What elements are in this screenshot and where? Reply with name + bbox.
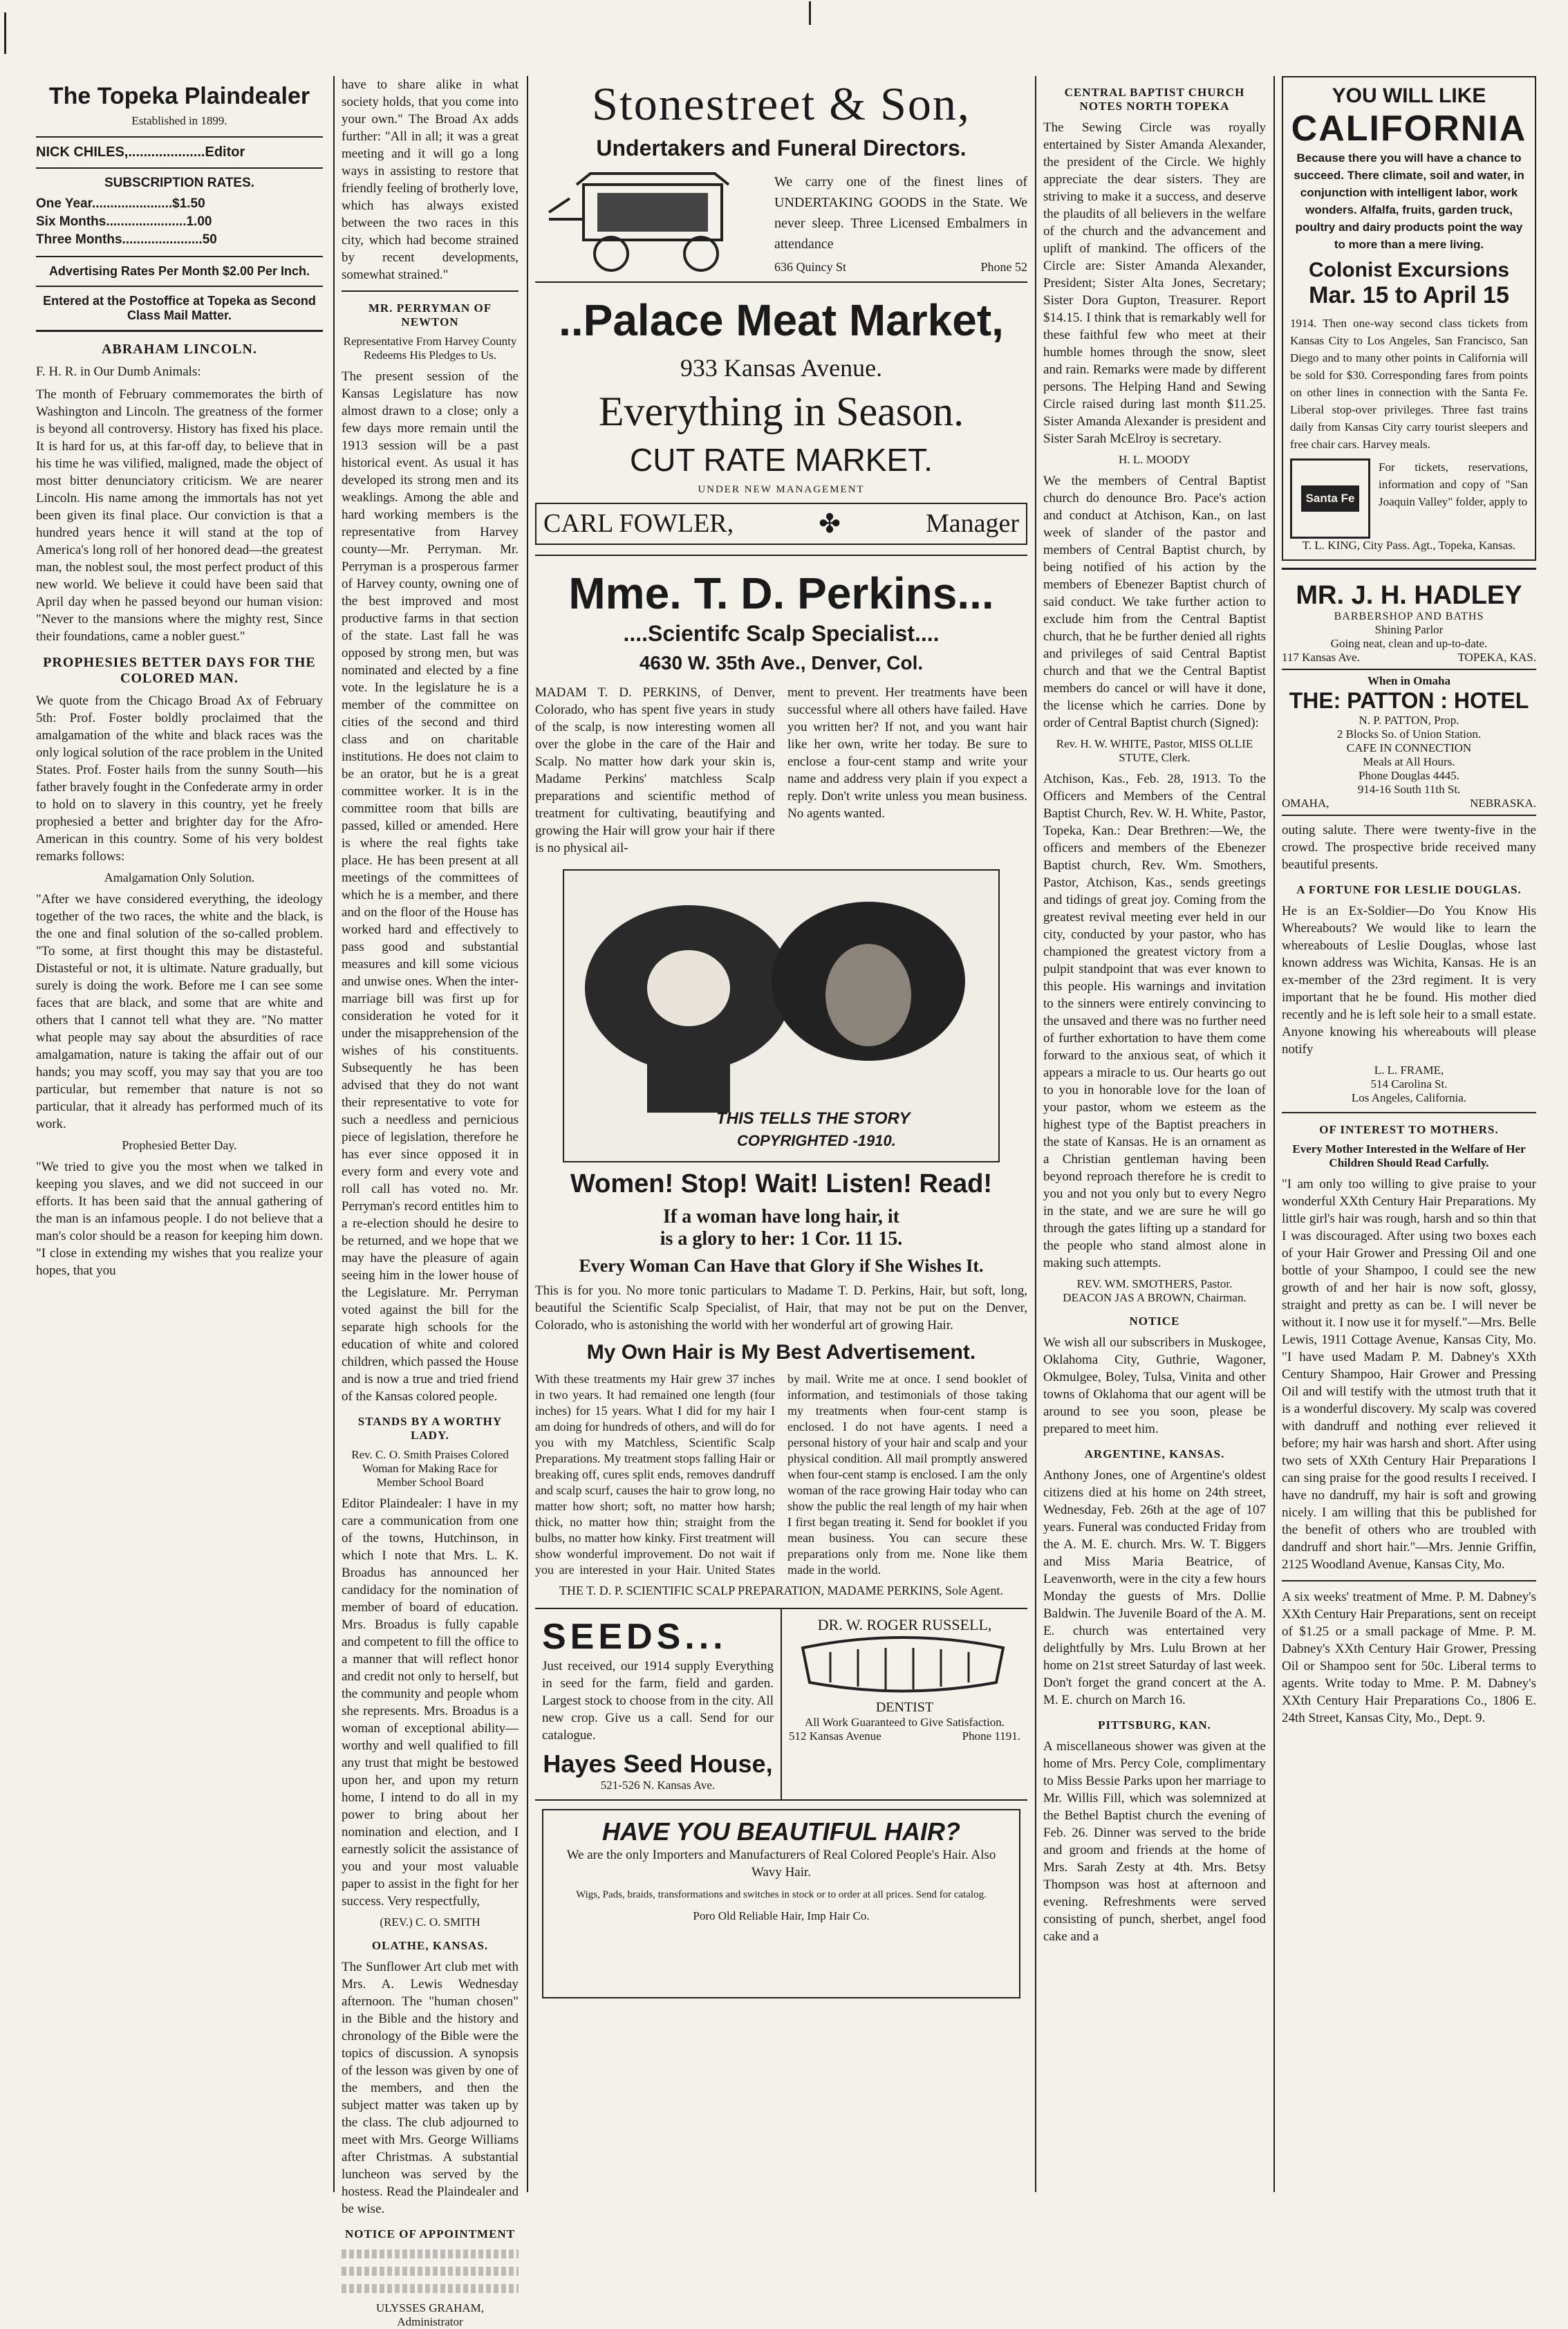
column-rule	[333, 76, 335, 2192]
article-body: The month of February commemorates the birth of Washington and Lincoln. The greatness of the former is beyond all controversy. History has fixed his place. It is hard for us, at this far-off day, to believe that in his time he was vilified, maligned, made the object of most bitter denunciatory criticism. We are nearer Lincoln. His name among the immortals has not yet been given its final place. Our conviction is that a hundred years hence it will stand at the top of America's long roll of her honored dead—the greatest man, the noblest soul, the most perfect product of this new world. We believe it could have been said that April day when he passed beyond our human vision: "Never to the mansions where the mighty rest, Since their foundations, came a nobler guest."	[36, 387, 323, 644]
divider	[1282, 568, 1536, 570]
article-body: "I am only too willing to give praise to your wonderful XXth Century Hair Preparations. My little girl's hair was rough, harsh and so thin that I was discouraged. After using two boxes each of your Hair Grower and Pressing Oil and one bottle of your Shampoo, I could see the new growth of and her hair is now soft, glossy, straight and pretty as can be. I will never be without it. I now use it for myself."—Mrs. Belle Lewis, 1911 Cottage Avenue, Kansas City, Mo. "I have used Madam P. M. Dabney's XXth Century Shampoo, Hair Grower and Pressing Oil and will testify with the utmost truth that it is a wonderful discovery. My scalp was covered with dandruff and nothing ever relieved it before; my hair was harsh and short. After using two sets of XXth Century Hair Preparations I can sing praise for the good results I received. I have no dandruff, my hair is soft and growing nicely. I am willing that this be published for the benefit of others who are troubled with dandruff and short hair."—Mrs. Jennie Griffin, 2125 Woodland Avenue, Kansas City, Mo.	[1282, 1177, 1536, 1572]
perkins-photo	[563, 869, 1000, 1162]
perkins-footer: THE T. D. P. SCIENTIFIC SCALP PREPARATION, MADAME PERKINS, Sole Agent.	[559, 1584, 1004, 1597]
article-headline: A FORTUNE FOR LESLIE DOUGLAS.	[1296, 883, 1522, 896]
column-4	[1043, 76, 1266, 2192]
perkins-cry: Women! Stop! Wait! Listen! Read!	[570, 1169, 993, 1198]
column-3	[535, 76, 1027, 2192]
article-byline: F. H. R. in Our Dumb Animals:	[36, 364, 201, 379]
palace-owner: CARL FOWLER,	[543, 509, 734, 538]
rate-line: Three Months......................50	[36, 232, 217, 247]
article-body: Editor Plaindealer: I have in my care a communication from one of the towns, Hutchinson, in which I note that Mrs. L. K. Broadus has announced her candidacy for the nomination of member of board of education. Mrs. Broadus is fully capable and competent to fill the office to a manner that will reflect honor and credit not only to herself, but the community and people whom she represents. Mrs. Broadus is a woman of exceptional ability—worthy and well qualified to fill any trust that might be bestowed upon her, and upon my return home, I intend to do all in my power to bring about her nomination and election, and I earnestly solicit the assistance of you and your most valuable paper to assist in the fight for her success. Very respectfully,	[342, 1496, 519, 1909]
santa-fe-logo	[1290, 458, 1370, 539]
palace-owner-role: Manager	[925, 509, 1019, 538]
seeds-address: 521-526 N. Kansas Ave.	[600, 1779, 716, 1792]
hearse-icon	[535, 171, 763, 275]
patton-line: 914-16 South 11th St.	[1357, 783, 1461, 796]
hair-ad-footer: Poro Old Reliable Hair, Imp Hair Co.	[693, 1909, 870, 1922]
seeds-name: Hayes Seed House,	[543, 1750, 773, 1778]
russell-address: 512 Kansas Avenue	[789, 1729, 881, 1743]
masthead-box	[36, 83, 323, 332]
palace-management: UNDER NEW MANAGEMENT	[698, 484, 865, 495]
russell-name: DR. W. ROGER RUSSELL,	[817, 1616, 992, 1633]
article-body: have to share alike in what society holds, that you come into your own." The Broad Ax adds further: "All in all; it was a great meeting and it will go a long ways in assisting to restore that friendly feeling of brotherly love, which has always existed between the two races in this city, which had become strained by recent developments, somewhat strained."	[342, 77, 519, 282]
hair-ad-title: HAVE YOU BEAUTIFUL HAIR?	[601, 1817, 961, 1846]
rates-title: SUBSCRIPTION RATES.	[104, 176, 255, 190]
article-body: outing salute. There were twenty-five in the crowd. The prospective bride received many beautiful presents.	[1282, 823, 1536, 872]
article-body: A miscellaneous shower was given at the home of Mrs. Percy Cole, complimentary to Miss Bessie Parks upon her marriage to Mr. Willis Fill, which was solemnized at the Bethel Baptist church the evening of Feb. 26. Dinner was served to the bride and groom and friends at the home of Mrs. Sarah Zesty at 4th. Mrs. Betsy Thompson was host at afternoon and evening. Refreshments were served consisting of punch, sherbet, angel food cake and a	[1043, 1739, 1266, 1944]
palace-cut-rate: CUT RATE MARKET.	[630, 442, 933, 478]
patton-ad	[1282, 670, 1536, 816]
hadley-name: MR. J. H. HADLEY	[1296, 581, 1522, 610]
perkins-body: MADAM T. D. PERKINS, of Denver, Colorado, who has spent five years in study of the scalp, is now interesting women all over the globe in the care of the Hair and Scalp. No matter how dark your skin is, Madame Perkins' matchless Scalp preparations and scientific method of treatment for cultivating, beautifying and growing the Hair will grow your hair if there is no physical ail-	[535, 685, 775, 855]
perkins-address: 4630 W. 35th Ave., Denver, Col.	[639, 652, 924, 674]
illegible-text	[342, 2267, 519, 2276]
california-ad	[1282, 76, 1536, 561]
patton-city: OMAHA,	[1282, 797, 1329, 810]
article-headline: NOTICE OF APPOINTMENT	[344, 2227, 516, 2240]
perkins-body: This is for you. No more tonic particulars to Madame T. D. Perkins, Hair, but soft, long, beautiful the Scientific Scalp Specialist, of Hair, that may not be put on the Denver, Colorado, who is astonishing the world with her wonderful art of growing Hair.	[535, 1283, 1027, 1333]
photo-caption: THIS TELLS THE STORY	[716, 1109, 911, 1128]
article-headline: PITTSBURG, KAN.	[1098, 1718, 1211, 1732]
article-headline: ABRAHAM LINCOLN.	[102, 342, 257, 357]
hadley-ad	[1282, 577, 1536, 670]
article-headline: OF INTEREST TO MOTHERS.	[1319, 1123, 1499, 1136]
seeds-body: Just received, our 1914 supply Everything in seed for the farm, field and garden. Largest stock to choose from in the city. All new crop. Give us a call. Send for our catalogue.	[542, 1659, 774, 1743]
california-agent: T. L. KING, City Pass. Agt., Topeka, Kansas.	[1302, 539, 1516, 552]
article-headline: STANDS BY A WORTHY LADY.	[357, 1415, 503, 1442]
entered-notice: Entered at the Postoffice at Topeka as Second Class Mail Matter.	[43, 294, 316, 322]
signature: Administrator	[397, 2315, 463, 2328]
patton-line: 2 Blocks So. of Union Station.	[1336, 727, 1482, 741]
signature: Rev. H. W. WHITE, Pastor, MISS OLLIE STUTE, Clerk.	[1056, 737, 1253, 764]
california-ticket: For tickets, reservations, information and copy of "San Joaquin Valley" folder, apply to	[1379, 461, 1528, 508]
advertising-rates: Advertising Rates Per Month $2.00 Per Inch.	[48, 264, 310, 278]
perkins-subtitle: ....Scientifc Scalp Specialist....	[623, 621, 940, 646]
divider	[1282, 1112, 1536, 1113]
signature: (REV.) C. O. SMITH	[380, 1915, 480, 1929]
patton-line: CAFE IN CONNECTION	[1346, 741, 1472, 754]
scan-mark	[809, 1, 811, 25]
masthead-title: The Topeka Plaindealer	[48, 83, 310, 109]
patton-line: Phone Douglas 4445.	[1359, 769, 1459, 782]
signature: REV. WM. SMOTHERS, Pastor.	[1076, 1277, 1233, 1290]
perkins-name: Mme. T. D. Perkins...	[568, 568, 994, 618]
patton-line: Meals at All Hours.	[1363, 755, 1455, 768]
column-1	[36, 76, 323, 2192]
photo-copyright: COPYRIGHTED -1910.	[737, 1132, 896, 1149]
patton-state: NEBRASKA.	[1470, 797, 1536, 810]
article-body: We the members of Central Baptist church do denounce Bro. Pace's action and conduct at Atchison, Kan., on last week of slander of the pastor and members of Central Baptist church, by being notified of his action by the members of Ebenezer Baptist church of said conduct. We take further action to exclude him from the Central Baptist church, that he be further denied all rights and privileges of said Central Baptist church and that we the Central Baptist members do cancel or will have it done, the license which he carries. Done by order of Central Baptist church (Signed):	[1043, 474, 1266, 730]
article-body: The Sunflower Art club met with Mrs. A. Lewis Wednesday afternoon. The "human chosen" in the Bible and the history and chronology of the Bible were the topics of discussion. A synopsis of the lesson was given by one of the members, and then the subject matter was taken up by the class. The club adjourned to meet with Mrs. George Williams after Christmas. A substantial luncheon was served by the hostess. Read the Plaindealer and be wise.	[342, 1960, 519, 2216]
santa-fe-logo-text: Santa Fe	[1301, 485, 1360, 512]
article-body: We wish all our subscribers in Muskogee, Oklahoma City, Guthrie, Wagoner, Okmulgee, Boley, Tulsa, Vinita and other towns of Oklahoma that our agent will be around to see you soon, please be prepared to meet him.	[1043, 1335, 1266, 1436]
article-headline: NOTICE	[1129, 1315, 1180, 1328]
signature: L. L. FRAME,	[1374, 1064, 1444, 1077]
california-body: 1914. Then one-way second class tickets from Kansas City to Los Angeles, San Francisco, San Diego and to many other points in California will be sold for $30. Corresponding fares from points on other lines in connection with the Santa Fe. Liberal stop-over privileges. Three fast trains daily from Kansas City carry tourist sleepers and free chair cars. Harvey meals.	[1290, 317, 1528, 451]
perkins-verse: is a glory to her: 1 Cor. 11 15.	[660, 1228, 903, 1250]
editor-line: NICK CHILES,....................Editor	[36, 145, 245, 160]
russell-role: DENTIST	[875, 1700, 934, 1715]
newspaper-page	[36, 76, 1536, 2328]
divider	[36, 167, 323, 169]
divider	[342, 290, 519, 292]
article-body: "After we have considered everything, the ideology together of the two races, the white and the black, is the one and final solution of the so-called problem. "To some, at first thought this may be distasteful. Distasteful or not, it is ultimate. Nature gradually, but surely is doing the work. Before me I can see some faces that are black, and some that are white and others that I cannot tell what they are. "No matter what people may say about the absurdities of race amalgamation, nature is taking the affair out of our hands; you may scoff, you may say that you are too particular, but remember that nature is not so particular, that it already has performed much of its work.	[36, 892, 323, 1131]
hadley-address: 117 Kansas Ave.	[1282, 651, 1360, 664]
article-body: "We tried to give you the most when we talked in keeping you slaves, and we did not succeed in our efforts. It has been said that the annual gathering of the man is an infamous people. I do not believe that a man's color should be a reason for keeping him down. "I close in extending my wishes that you realize your hopes, that you	[36, 1160, 323, 1278]
rate-line: One Year......................$1.50	[36, 196, 205, 211]
hadley-subtitle: BARBERSHOP AND BATHS	[1334, 611, 1484, 622]
signature: H. L. MOODY	[1119, 453, 1191, 466]
column-2	[342, 76, 519, 2328]
hair-ad-body: We are the only Importers and Manufacturers of Real Colored People's Hair. Also Wavy Hair.	[566, 1848, 996, 1880]
california-excursions: Colonist Excursions	[1308, 259, 1510, 281]
signature: 514 Carolina St.	[1370, 1077, 1448, 1091]
article-headline: CENTRAL BAPTIST CHURCH NOTES NORTH TOPEKA	[1064, 86, 1245, 113]
stonestreet-phone: Phone 52	[980, 259, 1027, 274]
article-headline: OLATHE, KANSAS.	[371, 1939, 489, 1952]
divider	[36, 286, 323, 287]
article-body: He is an Ex-Soldier—Do You Know His Whereabouts? We would like to learn the whereabouts of Leslie Douglas, whose last known address was Wichita, Kansas. He is an ex-member of the 23rd regiment. It is very important that he be found. His mother died recently and he is left sole heir to a small estate. Anyone knowing his whereabouts will please notify	[1282, 904, 1536, 1057]
palace-name: ..Palace Meat Market,	[559, 295, 1004, 345]
article-headline: ARGENTINE, KANSAS.	[1084, 1447, 1225, 1460]
divider	[36, 136, 323, 138]
patton-name: THE: PATTON : HOTEL	[1289, 688, 1529, 713]
article-subhead: Every Mother Interested in the Welfare of Her Children Should Read Carfully.	[1292, 1142, 1526, 1169]
article-subhead: Representative From Harvey County Redeems His Pledges to Us.	[343, 335, 517, 362]
california-dates: Mar. 15 to April 15	[1309, 282, 1509, 308]
article-body: The present session of the Kansas Legislature has now almost drawn to a close; only a few days more remain until the 1913 session will be a past historical event. As usual it has developed its strong men and its weaklings. Among the able and hard working members is the representative from Harvey county—Mr. Perryman. Mr. Perryman is a prosperous farmer of Harvey county, owning one of the best improved and most productive farms in that section of the state. Last fall he was opposed by strong men, but was nominated and elected by a fine vote. In the legislature he is a member of the committee on cities of the second and third class and on charitable institutions. He does not claim to be an orator, but he is a great committee worker. It is in the committee room that bills are passed, killed or amended. Here is where the real fights take place. He has been present at all meetings of the committees of which he is a member, and there and on the floor of the House has worked hard and effectively to pass good and substantial measures and kill some vicious and unwise ones. When the inter-marriage bill was first up for consideration he voted for it under the misapprehension of the wishes of his constituents. Subsequently he has been advised that they do not want their representative to vote for such a needless and pernicious piece of legislation, therefore he has ever since opposed it in every form and every vote and roll call has voted no. Mr. Perryman's record entitles him to a re-election should he desire to be returned, and we hope that we may have the pleasure of again seeing him in the lower house of the Legislature. Mr. Perryman voted against the bill for the separate high schools for the education of white and colored children, which passed the House and is now a true and tried friend of the Kansas colored people.	[342, 369, 519, 1404]
illegible-text	[342, 2284, 519, 2293]
hair-ad	[542, 1809, 1020, 1998]
article-headline: PROPHESIES BETTER DAYS FOR THE COLORED MAN.	[43, 655, 316, 686]
article-subhead: Prophesied Better Day.	[122, 1138, 237, 1152]
divider	[36, 256, 323, 257]
russell-phone: Phone 1191.	[962, 1729, 1020, 1743]
article-body: Atchison, Kas., Feb. 28, 1913. To the Officers and Members of the Central Baptist Church, Rev. W. H. White, Pastor, Topeka, Kan.: Dear Brethren:—We, the officers and members of the Ebenezer Baptist church, Rev. Wm. Smothers, Pastor, Atchison, Kas., sends greetings and tidings of great joy. Coming from the greatest revival meeting ever held in our city, conducted by your pastor, who has championed the greatest victory from a pulpit standpoint that was ever known to this people. His warnings and invitation to the sinners were entirely convincing to the unsaved and there was no further need of further exhortation to have them come forward to the anxious seat, of which it appears a miracle to us. Our hearts go out to you in honorable love for the loan of your pastor, whom we esteem as the highest type of the Baptist preachers in the state of Kansas. He is an ornament as a Christian gentleman having been beyond reproach therefore he is credit to you and not you only but to every Negro in the state, and we are sure he will go through the gates lifting up a standard for the people who stand almost alone in making such attempts.	[1043, 772, 1266, 1270]
perkins-body: With these treatments my Hair grew 37 inches in two years. It had remained one length (four inches) for 15 years. What I did for my hair I am doing for hundreds of others, and will do for you with my Matchless, Scientific Scalp Preparations. My treatment stops falling Hair or breaking off, cures split ends, removes dandruff and scalp scurf, causes the hair to grow long, no matter how short; soft, no matter how harsh; thick, no matter how thin; straight from the bulbs, no matter how kinky. First treatment will show wonderful improvement. Do not wait if you are interested in your Hair. United States by mail. Write me at once. I send booklet of information, and testimonials of those taking my treatments when four-cent stamp is enclosed. I do not have agents. I need a personal history of your hair and scalp and your physical condition. All mail promptly answered when four-cent stamp is enclosed. I am the only woman of the race growing Hair today who can show the public the real length of my hair when I first began treating it. Send for booklet if you mean business. You can secure these preparations only from me. None like them made in the world.	[535, 1372, 1027, 1577]
illegible-text	[342, 2249, 519, 2258]
palace-slogan: Everything in Season.	[598, 389, 964, 434]
hadley-shine: Shining Parlor	[1374, 623, 1444, 636]
stonestreet-body: We carry one of the finest lines of UNDERTAKING GOODS in the State. We never sleep. Three Licensed Embalmers in attendance	[774, 174, 1027, 252]
california-line1: YOU WILL LIKE	[1332, 84, 1486, 107]
column-5	[1282, 76, 1536, 2192]
russell-body: All Work Guaranteed to Give Satisfaction.	[804, 1716, 1005, 1729]
scan-mark	[4, 12, 6, 54]
palace-address: 933 Kansas Avenue.	[680, 354, 883, 382]
signature: DEACON JAS A BROWN, Chairman.	[1063, 1291, 1247, 1304]
hadley-tagline: Going neat, clean and up-to-date.	[1330, 637, 1488, 650]
article-body: The Sewing Circle was royally entertained by Sister Amanda Alexander, the president of the Circle. We highly appreciate the dear sisters. They are striving to make it a success, and deserve the plaudits of all believers in the welfare of the church and the advancement and uplift of mankind. The officers of the Circle are: Sister Amanda Alexander, President; Sister Alta Jones, Secretary; Sister Dora Gupton, Treasurer. Report $14.15. I think that is remarkably well for these faithful few who meet at their humble homes through the snow, sleet and rain. Remarks were made by different persons. The Helping Hand and Sewing Circle raised during last month $11.25. Sister Amanda Alexander is president and Sister Sarah McElroy is secretary.	[1043, 120, 1266, 446]
perkins-verse: If a woman have long hair, it	[662, 1206, 899, 1227]
column-rule	[1273, 76, 1275, 2192]
hadley-city: TOPEKA, KAS.	[1457, 651, 1536, 664]
stonestreet-subtitle: Undertakers and Funeral Directors.	[596, 136, 967, 160]
article-body: We quote from the Chicago Broad Ax of February 5th: Prof. Foster boldly proclaimed that the amalgamation of the white and black races was the only logical solution of the race problem in the United States. Prof. Foster hails from the sunny South—his father bravely fought in the Confederate army in order to hold on to slavery in this country, yet he freely prophesied a better and brighter day for the Afro-American in this country. Some of his very boldest remarks follows:	[36, 694, 323, 864]
article-subhead: Amalgamation Only Solution.	[104, 871, 255, 884]
seeds-title: SEEDS...	[542, 1617, 727, 1657]
ornament-icon: ✤	[819, 510, 841, 539]
rate-line: Six Months......................1.00	[36, 214, 212, 229]
perkins-body: ment to prevent. Her treatments have been successful where all others have failed. Have you written her? If not, and you want hair like her own, write her today. Be sure to enclose a four-cent stamp and write your name and address very plain if you expect a reply. Don't write unless you mean business. No agents wanted.	[787, 685, 1027, 821]
column-rule	[527, 76, 528, 2192]
signature: Los Angeles, California.	[1351, 1091, 1467, 1104]
divider	[36, 330, 323, 332]
perkins-best-headline: My Own Hair is My Best Advertisement.	[586, 1341, 976, 1364]
teeth-icon	[789, 1634, 1017, 1696]
perkins-ad	[535, 556, 1027, 1608]
palace-ad	[535, 283, 1027, 556]
signature: ULYSSES GRAHAM,	[375, 2301, 485, 2314]
patton-intro: When in Omaha	[1368, 674, 1450, 687]
stonestreet-address: 636 Quincy St	[774, 259, 847, 274]
california-line2: CALIFORNIA	[1291, 109, 1527, 149]
patton-owner: N. P. PATTON, Prop.	[1359, 714, 1459, 727]
article-headline: MR. PERRYMAN OF NEWTON	[368, 301, 492, 328]
perkins-glory: Every Woman Can Have that Glory if She Wishes It.	[579, 1256, 984, 1276]
stonestreet-name: Stonestreet & Son,	[592, 77, 971, 130]
russell-ad	[782, 1609, 1027, 1799]
article-body: Anthony Jones, one of Argentine's oldest citizens died at his home on 24th street, Wednesday, Feb. 26th at the age of 107 years. Funeral was conducted Friday from the A. M. E. church. Mrs. W. T. Biggers and Miss Maria Beatrice, of Leavenworth, were in the city a few hours Monday the guests of Mrs. Dollie Baldwin. The Juvenile Board of the A. M. E. church was entertained very delightfully by Mrs. Lulu Brown at her home on 21st street Saturday of last week. Don't forget the grand concert at the A. M. E. church on March 16.	[1043, 1468, 1266, 1707]
established-line: Established in 1899.	[131, 114, 227, 127]
california-body: Because there you will have a chance to succeed. There climate, soil and water, in conjunction with intelligent labor, work wonders. Alfalfa, fruits, garden truck, poultry and dairy products point the way to more than a mere living.	[1294, 151, 1524, 251]
article-subhead: Rev. C. O. Smith Praises Colored Woman for Making Race for Member School Board	[351, 1448, 509, 1489]
hair-ad-fine-print: Wigs, Pads, braids, transformations and switches in stock or to order at all prices. Send for catalog.	[576, 1889, 987, 1900]
column-rule	[1035, 76, 1036, 2192]
divider	[1282, 1580, 1536, 1581]
stonestreet-ad	[535, 76, 1027, 283]
seeds-ad	[535, 1609, 782, 1799]
article-body: A six weeks' treatment of Mme. P. M. Dabney's XXth Century Hair Preparations, sent on receipt of $1.25 or a small package of Mme. P. M. Dabney's XXth Century Hair Grower, Pressing Oil or Shampoo sent for 50c. Liberal terms to agents. Write today to Mme. P. M. Dabney's XXth Century Hair Preparations Co., 1806 E. 24th Street, Kansas City, Mo., Dept. 9.	[1282, 1590, 1536, 1725]
